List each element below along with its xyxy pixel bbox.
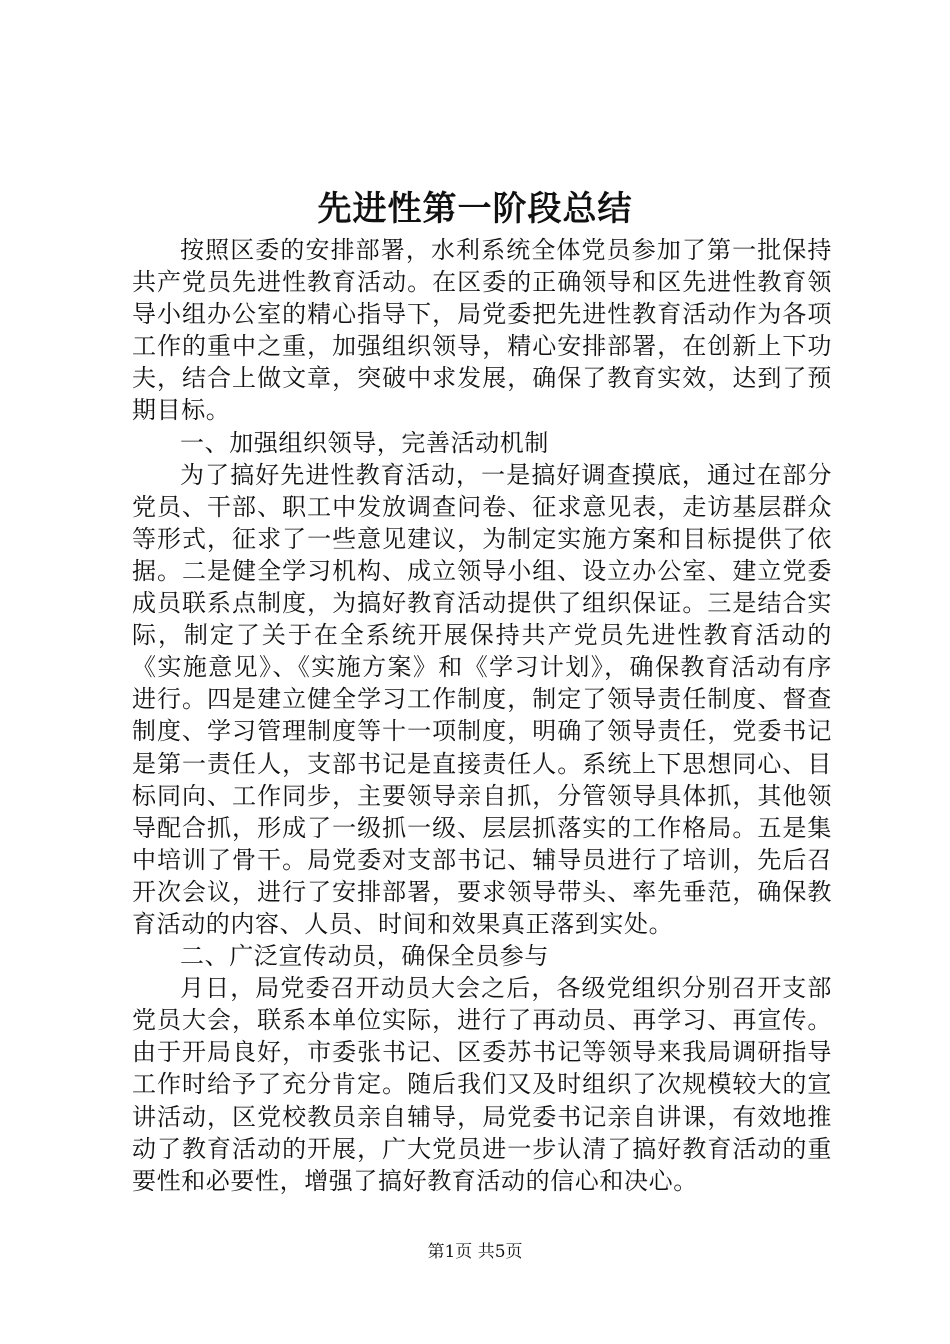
paragraph-section-1: 为了搞好先进性教育活动，一是搞好调查摸底，通过在部分党员、干部、职工中发放调查问卷、征求意见表，走访基层群众等形式，征求了一些意见建议，为制定实施方案和目标提供了依据。二是健全学习机构、成立领导小组、设立办公室、建立党委成员联系点制度，为搞好教育活动提供了组织保证。三是结合实际，制定了关于在全系统开展保持共产党员先进性教育活动的《实施意见》、《实施方案》和《学习计划》，确保教育活动有序进行。四是建立健全学习工作制度，制定了领导责任制度、督查制度、学习管理制度等十一项制度，明确了领导责任，党委书记是第一责任人，支部书记是直接责任人。系统上下思想同心、目标同向、工作同步，主要领导亲自抓，分管领导具体抓，其他领导配合抓，形成了一级抓一级、层层抓落实的工作格局。五是集中培训了骨干。局党委对支部书记、辅导员进行了培训，先后召开次会议，进行了安排部署，要求领导带头、率先垂范，确保教育活动的内容、人员、时间和效果真正落到实处。 bbox=[132, 460, 832, 938]
section-heading-1: 一、加强组织领导，完善活动机制 bbox=[180, 428, 549, 457]
paragraph-section-2: 月日，局党委召开动员大会之后，各级党组织分别召开支部党员大会，联系本单位实际，进行了再动员、再学习、再宣传。由于开局良好，市委张书记、区委苏书记等领导来我局调研指导工作时给予了充分肯定。随后我们又及时组织了次规模较大的宣讲活动，区党校教员亲自辅导，局党委书记亲自讲课，有效地推动了教育活动的开展，广大党员进一步认清了搞好教育活动的重要性和必要性，增强了搞好教育活动的信心和决心。 bbox=[132, 974, 832, 1195]
document-body bbox=[132, 234, 832, 1197]
section-heading-2: 二、广泛宣传动员，确保全员参与 bbox=[180, 942, 549, 971]
paragraph-intro: 按照区委的安排部署，水利系统全体党员参加了第一批保持共产党员先进性教育活动。在区委的正确领导和区先进性教育领导小组办公室的精心指导下，局党委把先进性教育活动作为各项工作的重中之重，加强组织领导，精心安排部署，在创新上下功夫，结合上做文章，突破中求发展，确保了教育实效，达到了预期目标。 bbox=[132, 236, 832, 425]
page-number-footer: 第1页 共5页 bbox=[427, 1242, 523, 1262]
document-title: 先进性第一阶段总结 bbox=[317, 189, 633, 229]
